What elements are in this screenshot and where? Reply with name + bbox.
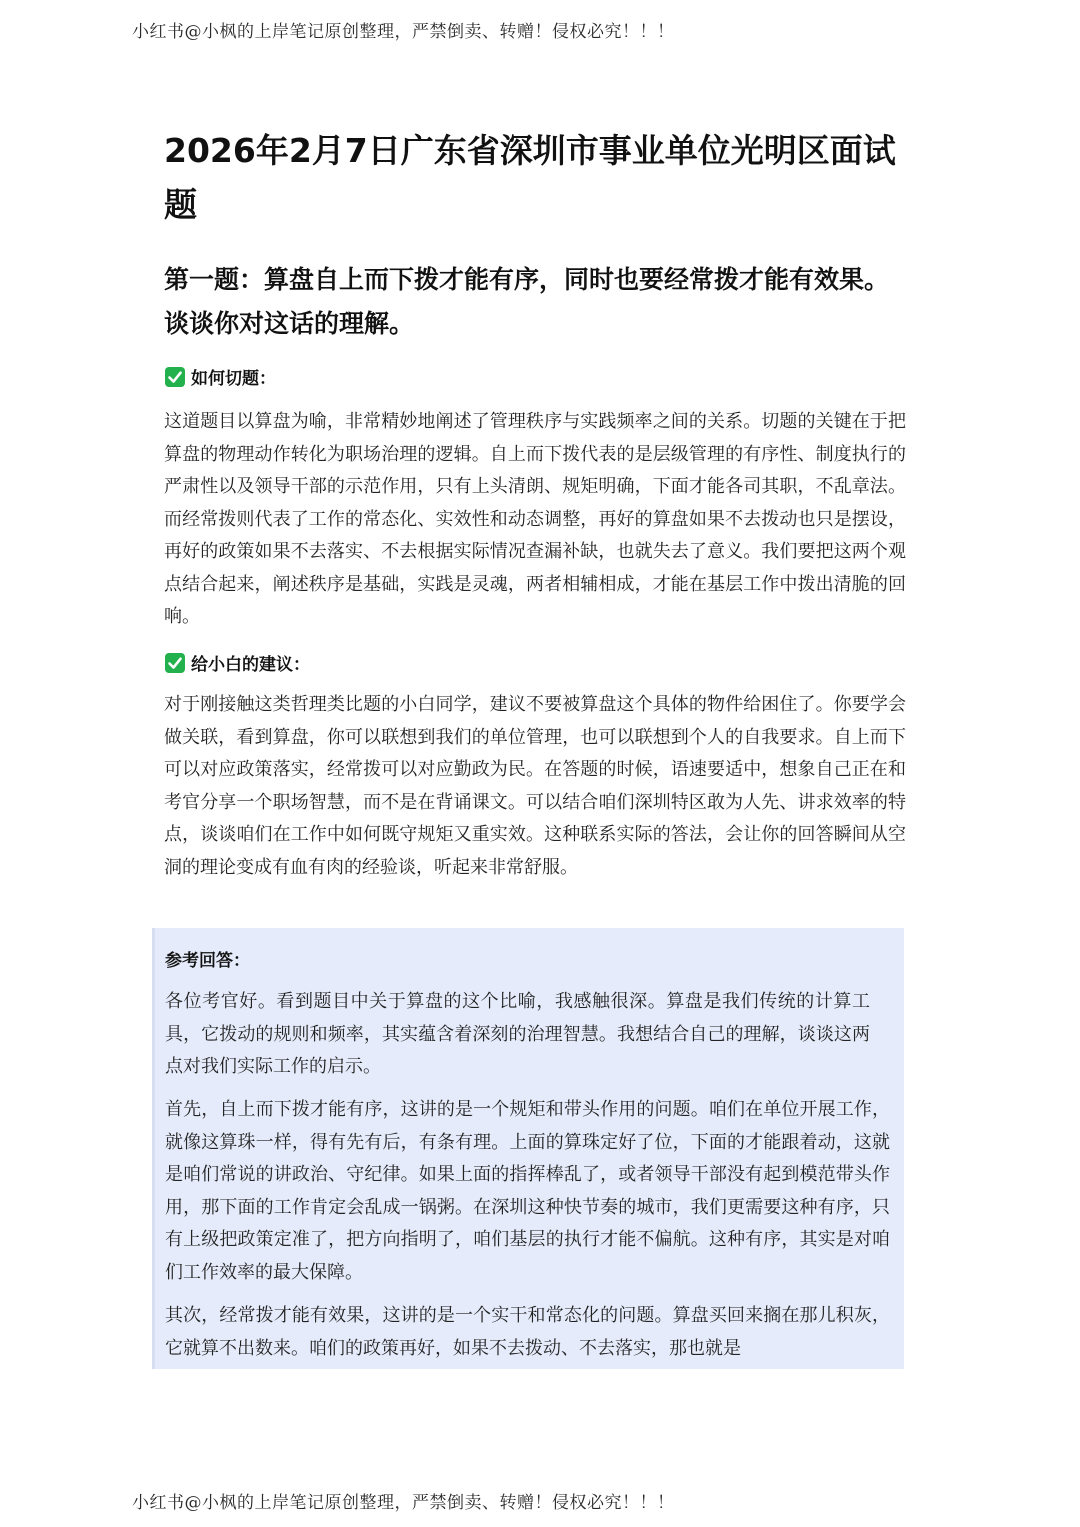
reference-answer-paragraph: 各位考官好。看到题目中关于算盘的这个比喻，我感触很深。算盘是我们传统的计算工具，它拨动的规则和频率，其实蕴含着深刻的治理智慧。我想结合自己的理解，谈谈这两点对我们实际工作的启示。 [165,991,870,1077]
how-to-approach-paragraph: 这道题目以算盘为喻，非常精妙地阐述了管理秩序与实践频率之间的关系。切题的关键在于把算盘的物理动作转化为职场治理的逻辑。自上而下拨代表的是层级管理的有序性、制度执行的严肃性以及领导干部的示范作用，只有上头清朗、规矩明确，下面才能各司其职，不乱章法。而经常拨则代表了工作的常态化、实效性和动态调整，再好的算盘如果不去拨动也只是摆设，再好的政策如果不去落实、不去根据实际情况查漏补缺，也就失去了意义。我们要把这两个观点结合起来，阐述秩序是基础，实践是灵魂，两者相辅相成，才能在基层工作中拨出清脆的回响。 [164,411,906,627]
section-heading-how-to-approach [164,364,276,389]
section-heading-label: 给小白的建议： [191,655,310,675]
section-heading-label: 如何切题： [191,369,276,389]
reference-answer-paragraph: 其次，经常拨才能有效果，这讲的是一个实干和常态化的问题。算盘买回来搁在那儿积灰，它就算不出数来。咱们的政策再好，如果不去拨动、不去落实，那也就是 [165,1305,890,1359]
reference-answer-box [152,928,904,1369]
reference-answer-label: 参考回答： [165,951,250,971]
beginner-advice-paragraph: 对于刚接触这类哲理类比题的小白同学，建议不要被算盘这个具体的物件给困住了。你要学会做关联，看到算盘，你可以联想到我们的单位管理，也可以联想到个人的自我要求。自上而下可以对应政策落实，经常拨可以对应勤政为民。在答题的时候，语速要适中，想象自己正在和考官分享一个职场智慧，而不是在背诵课文。可以结合咱们深圳特区敢为人先、讲求效率的特点，谈谈咱们在工作中如何既守规矩又重实效。这种联系实际的答法，会让你的回答瞬间从空洞的理论变成有血有肉的经验谈，听起来非常舒服。 [164,694,906,878]
reference-answer-paragraph: 首先，自上而下拨才能有序，这讲的是一个规矩和带头作用的问题。咱们在单位开展工作，就像这算珠一样，得有先有后，有条有理。上面的算珠定好了位，下面的才能跟着动，这就是咱们常说的讲政治、守纪律。如果上面的指挥棒乱了，或者领导干部没有起到模范带头作用，那下面的工作肯定会乱成一锅粥。在深圳这种快节奏的城市，我们更需要这种有序，只有上级把政策定准了，把方向指明了，咱们基层的执行才能不偏航。这种有序，其实是对咱们工作效率的最大保障。 [165,1099,890,1283]
watermark-bottom: 小红书@小枫的上岸笔记原创整理，严禁倒卖、转赠！侵权必究！！！ [132,1493,675,1513]
section-heading-beginner-advice [164,650,310,675]
check-mark-icon [164,652,186,674]
question-title: 第一题：算盘自上而下拨才能有序，同时也要经常拨才能有效果。谈谈你对这话的理解。 [164,265,890,338]
check-mark-icon [164,366,186,388]
document-title: 2026年2月7日广东省深圳市事业单位光明区面试题 [164,131,896,224]
watermark-top: 小红书@小枫的上岸笔记原创整理，严禁倒卖、转赠！侵权必究！！！ [132,22,675,42]
